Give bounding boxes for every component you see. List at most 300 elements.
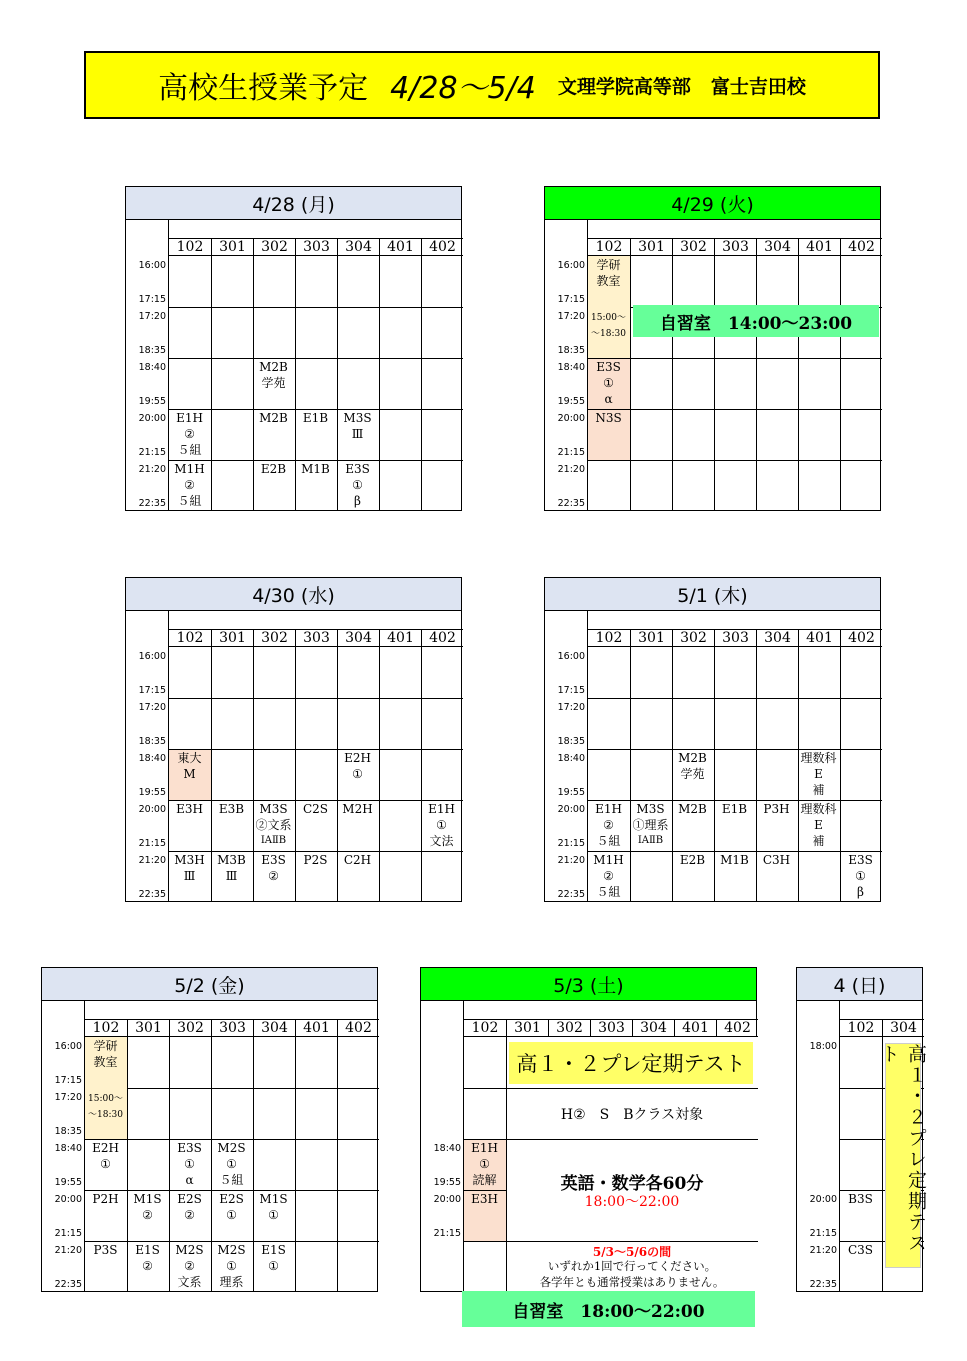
class-cell[interactable] xyxy=(337,750,378,782)
room-label: 102 xyxy=(176,239,204,255)
room-label: 102 xyxy=(176,630,204,646)
class-cell[interactable] xyxy=(253,359,294,391)
room-label: 303 xyxy=(714,630,756,646)
cell-line: P3S xyxy=(93,1243,118,1257)
time-label: 18:40 xyxy=(557,362,585,373)
class-cell[interactable] xyxy=(169,1191,210,1223)
cell-line: 学研 xyxy=(596,258,621,272)
room-header-row xyxy=(588,239,882,256)
test-note: いずれか1回で行ってください。 xyxy=(547,1259,717,1273)
cell-line: 文系 xyxy=(177,1275,202,1289)
class-cell[interactable] xyxy=(253,410,294,426)
cell-line: 理数科 xyxy=(800,751,837,765)
test-divider xyxy=(506,1139,758,1140)
room-label: 102 xyxy=(595,239,623,255)
cell-line: E2H xyxy=(344,751,371,765)
room-label: 302 xyxy=(548,1020,590,1036)
campus-name: 富士吉田校 xyxy=(710,75,806,98)
class-cell[interactable] xyxy=(798,801,839,849)
study-room-band: 自習室 14:00～23:00 xyxy=(633,305,879,337)
room-header-row xyxy=(85,1020,379,1037)
class-cell[interactable] xyxy=(211,1140,252,1188)
room-label: 301 xyxy=(630,630,672,646)
cell-line: ⅠAⅡB xyxy=(260,835,287,846)
class-cell[interactable] xyxy=(253,461,294,477)
grid-hline xyxy=(588,698,882,699)
page-title: 高校生授業予定 xyxy=(158,71,369,106)
class-cell[interactable] xyxy=(798,750,839,798)
room-label: 301 xyxy=(127,1020,169,1036)
class-cell[interactable] xyxy=(211,1191,252,1223)
cell-line: M2S xyxy=(217,1243,246,1257)
room-header-row xyxy=(840,1020,924,1037)
cell-line: β xyxy=(354,494,361,508)
cell-line: 東大 xyxy=(177,751,202,765)
time-label: 19:55 xyxy=(138,787,166,798)
cell-line: E3S xyxy=(345,462,370,476)
grid-hline xyxy=(588,358,882,359)
room-label: 402 xyxy=(421,630,463,646)
date-range: 4/28～5/4 xyxy=(390,71,536,106)
cell-line: ② xyxy=(142,1208,153,1222)
cell-line: E1H xyxy=(471,1141,498,1155)
cell-line: 教室 xyxy=(596,274,621,288)
class-cell[interactable] xyxy=(169,801,210,817)
class-cell[interactable] xyxy=(337,410,378,442)
room-label: 401 xyxy=(798,630,840,646)
grid-hline xyxy=(169,358,463,359)
cell-line: 15:00～ xyxy=(88,1094,123,1104)
cell-line: C2H xyxy=(343,853,372,867)
time-label: 21:15 xyxy=(433,1228,461,1239)
time-label: 18:40 xyxy=(138,362,166,373)
class-cell[interactable] xyxy=(169,852,210,884)
room-label: 301 xyxy=(630,239,672,255)
cell-line: Ⅲ xyxy=(225,869,238,883)
cell-line: ① xyxy=(352,478,363,492)
cell-line: 補 xyxy=(812,783,825,797)
cell-line: ５組 xyxy=(177,443,202,457)
cell-line: ① xyxy=(226,1157,237,1171)
study-room-band: 自習室 18:00～22:00 xyxy=(462,1291,755,1327)
grid-hline xyxy=(588,409,882,410)
time-label: 22:35 xyxy=(138,498,166,509)
cell-line: E2S xyxy=(177,1192,202,1206)
cell-line: 教室 xyxy=(93,1055,118,1069)
time-label: 21:20 xyxy=(138,464,166,475)
room-label: 402 xyxy=(716,1020,758,1036)
header-strip xyxy=(840,1001,924,1020)
room-label: 401 xyxy=(674,1020,716,1036)
schedule-grid xyxy=(840,1037,927,1292)
schedule-grid xyxy=(588,256,882,511)
grid-vline xyxy=(379,647,380,902)
room-label: 304 xyxy=(756,630,798,646)
header-strip xyxy=(169,220,463,239)
grid-vline xyxy=(379,256,380,511)
cell-line: α xyxy=(185,1173,194,1187)
class-cell[interactable] xyxy=(295,410,336,426)
grid-vline xyxy=(295,1037,296,1292)
test-divider xyxy=(506,1088,758,1089)
grid-hline xyxy=(169,698,463,699)
class-cell[interactable] xyxy=(714,801,755,817)
class-cell[interactable] xyxy=(840,852,881,900)
cell-line: ② xyxy=(184,427,195,441)
room-header-row xyxy=(464,1020,758,1037)
cell-line: E1S xyxy=(135,1243,160,1257)
room-label: 301 xyxy=(506,1020,548,1036)
cell-line: ① xyxy=(184,1157,195,1171)
cell-line: N3S xyxy=(595,411,622,425)
time-label: 20:00 xyxy=(809,1194,837,1205)
cell-line: 理数科 xyxy=(800,802,837,816)
test-target: H② S Bクラス対象 xyxy=(560,1107,704,1123)
cell-line: ② xyxy=(184,1208,195,1222)
class-cell[interactable] xyxy=(672,852,713,868)
time-label: 18:40 xyxy=(54,1143,82,1154)
cell-line: 読解 xyxy=(472,1173,497,1187)
time-label: 21:20 xyxy=(557,855,585,866)
cell-line: E xyxy=(814,767,823,781)
room-label: 304 xyxy=(632,1020,674,1036)
cell-line: M2B xyxy=(678,751,707,765)
cell-line: E xyxy=(814,818,823,832)
cell-line: E3S xyxy=(848,853,873,867)
cell-line: 学苑 xyxy=(680,767,705,781)
class-cell[interactable] xyxy=(253,852,294,884)
test-title: 高１・２プレ定期テスト xyxy=(516,1052,746,1076)
time-label: 18:40 xyxy=(557,753,585,764)
day-panel-d0502 xyxy=(41,967,378,1292)
cell-line: 補 xyxy=(812,834,825,848)
header-strip xyxy=(85,1001,379,1020)
grid-vline xyxy=(716,1020,717,1037)
room-label: 401 xyxy=(379,239,421,255)
cell-line: M1B xyxy=(301,462,330,476)
class-cell[interactable] xyxy=(337,461,378,509)
time-label: 21:20 xyxy=(138,855,166,866)
school-name: 文理学院高等部 xyxy=(557,75,691,98)
cell-line: ① xyxy=(479,1157,490,1171)
time-label: 17:15 xyxy=(557,294,585,305)
time-label: 18:35 xyxy=(138,345,166,356)
class-cell[interactable] xyxy=(630,801,671,849)
cell-line: ②文系 xyxy=(255,818,292,832)
room-label: 401 xyxy=(379,630,421,646)
time-label: 18:35 xyxy=(557,345,585,356)
class-cell[interactable] xyxy=(85,1191,126,1207)
grid-hline xyxy=(588,460,882,461)
room-label: 301 xyxy=(211,239,253,255)
time-label: 21:15 xyxy=(54,1228,82,1239)
time-label: 17:20 xyxy=(557,702,585,713)
class-cell[interactable] xyxy=(211,852,252,884)
cell-line: ① xyxy=(855,869,866,883)
time-label: 16:00 xyxy=(557,651,585,662)
class-cell[interactable] xyxy=(127,1242,168,1274)
day-panel-d0429 xyxy=(544,186,881,511)
class-cell[interactable] xyxy=(295,461,336,477)
test-time: 18:00～22:00 xyxy=(584,1194,680,1210)
time-label: 18:35 xyxy=(557,736,585,747)
cell-line: E1B xyxy=(302,411,329,425)
grid-hline xyxy=(169,749,463,750)
class-cell[interactable] xyxy=(85,1140,126,1172)
cell-line: M3H xyxy=(174,853,205,867)
grid-vline xyxy=(590,1020,591,1037)
class-cell[interactable] xyxy=(672,801,713,817)
time-label: 17:15 xyxy=(557,685,585,696)
class-cell[interactable] xyxy=(588,410,629,426)
cell-line: E1S xyxy=(261,1243,286,1257)
cell-line: E3S xyxy=(177,1141,202,1155)
time-label: 21:15 xyxy=(809,1228,837,1239)
cell-line: C3S xyxy=(847,1243,874,1257)
class-cell[interactable] xyxy=(85,1242,126,1258)
room-label: 402 xyxy=(840,239,882,255)
schedule-grid xyxy=(169,256,463,511)
day-panel-d0501 xyxy=(544,577,881,902)
test-banner-text: 高１・２プレ定期テスト xyxy=(878,1044,927,1254)
grid-vline xyxy=(840,256,841,511)
grid-vline xyxy=(714,256,715,511)
room-label: 304 xyxy=(337,239,379,255)
cell-line: ① xyxy=(603,376,614,390)
grid-vline xyxy=(421,647,422,902)
cell-line: E3H xyxy=(176,802,203,816)
class-cell[interactable] xyxy=(588,359,629,407)
class-cell[interactable] xyxy=(588,801,629,849)
class-cell[interactable] xyxy=(253,1191,294,1223)
time-label: 22:35 xyxy=(557,889,585,900)
cell-line: ② xyxy=(603,818,614,832)
cell-line: E1H xyxy=(428,802,455,816)
test-divider xyxy=(506,1241,758,1242)
time-label: 17:15 xyxy=(138,294,166,305)
cell-line: M1B xyxy=(720,853,749,867)
time-label: 19:55 xyxy=(54,1177,82,1188)
time-label: 18:40 xyxy=(433,1143,461,1154)
cell-line: ① xyxy=(436,818,447,832)
room-label: 402 xyxy=(421,239,463,255)
cell-line: M1S xyxy=(133,1192,162,1206)
time-label: 18:40 xyxy=(138,753,166,764)
cell-line: ５組 xyxy=(219,1173,244,1187)
room-label: 102 xyxy=(595,630,623,646)
test-banner xyxy=(878,1043,927,1268)
time-label: 20:00 xyxy=(433,1194,461,1205)
grid-vline xyxy=(630,256,631,511)
class-cell[interactable] xyxy=(295,801,336,817)
gakken-label xyxy=(588,257,629,289)
cell-line: B3S xyxy=(848,1192,873,1206)
cell-line: M2S xyxy=(175,1243,204,1257)
cell-line: ～18:30 xyxy=(591,329,626,339)
room-label: 304 xyxy=(756,239,798,255)
room-label: 302 xyxy=(672,239,714,255)
class-cell[interactable] xyxy=(169,461,210,509)
cell-line: M2H xyxy=(342,802,373,816)
day-panel-d0503 xyxy=(420,967,757,1292)
time-label: 21:15 xyxy=(138,447,166,458)
class-cell[interactable] xyxy=(337,852,378,868)
room-header-row xyxy=(169,630,463,647)
time-label: 17:20 xyxy=(54,1092,82,1103)
time-label: 21:20 xyxy=(557,464,585,475)
time-label: 19:55 xyxy=(433,1177,461,1188)
time-label: 22:35 xyxy=(54,1279,82,1290)
time-label: 19:55 xyxy=(557,787,585,798)
room-header-row xyxy=(169,239,463,256)
cell-line: E1H xyxy=(176,411,203,425)
cell-line: ② xyxy=(184,478,195,492)
cell-line: C2S xyxy=(302,802,329,816)
gakken-time xyxy=(588,310,629,342)
class-cell[interactable] xyxy=(840,1191,881,1207)
room-label: 402 xyxy=(337,1020,379,1036)
room-label: 401 xyxy=(295,1020,337,1036)
header-strip xyxy=(169,611,463,630)
grid-vline xyxy=(506,1020,507,1037)
cell-line: M1H xyxy=(593,853,624,867)
cell-line: ①理系 xyxy=(632,818,669,832)
cell-line: Ⅲ xyxy=(183,869,196,883)
room-label: 304 xyxy=(337,630,379,646)
cell-line: P3H xyxy=(763,802,790,816)
day-header: 4/28 (月) xyxy=(126,187,461,220)
grid-vline xyxy=(421,256,422,511)
room-label: 304 xyxy=(253,1020,295,1036)
class-cell[interactable] xyxy=(421,801,462,849)
class-cell[interactable] xyxy=(672,750,713,782)
time-label: 22:35 xyxy=(138,889,166,900)
cell-line: ① xyxy=(226,1259,237,1273)
class-cell[interactable] xyxy=(253,1242,294,1274)
time-label: 20:00 xyxy=(557,804,585,815)
class-cell[interactable] xyxy=(464,1191,505,1207)
day-header: 5/2 (金) xyxy=(42,968,377,1001)
test-period: 5/3～5/6の間 xyxy=(592,1245,672,1259)
cell-line: M2B xyxy=(678,802,707,816)
class-cell[interactable] xyxy=(211,801,252,817)
room-label: 402 xyxy=(840,630,882,646)
grid-vline xyxy=(756,256,757,511)
time-label: 16:00 xyxy=(138,651,166,662)
class-cell[interactable] xyxy=(337,801,378,817)
room-label: 302 xyxy=(672,630,714,646)
time-label: 17:20 xyxy=(138,311,166,322)
time-label: 22:35 xyxy=(557,498,585,509)
cell-line: M3S xyxy=(259,802,288,816)
cell-line: P2H xyxy=(92,1192,119,1206)
time-label: 16:00 xyxy=(557,260,585,271)
class-cell[interactable] xyxy=(169,1242,210,1290)
grid-vline xyxy=(211,256,212,511)
header-strip xyxy=(464,1001,758,1020)
class-cell[interactable] xyxy=(169,750,210,782)
time-label: 17:15 xyxy=(54,1075,82,1086)
room-label: 304 xyxy=(882,1020,924,1036)
schedule-grid xyxy=(464,1037,758,1292)
cell-line: Ⅲ xyxy=(351,427,364,441)
cell-line: ① xyxy=(268,1259,279,1273)
schedule-grid xyxy=(169,647,463,902)
room-label: 303 xyxy=(211,1020,253,1036)
room-label: 102 xyxy=(92,1020,120,1036)
cell-line: ② xyxy=(184,1259,195,1273)
cell-line: ② xyxy=(603,869,614,883)
room-label: 401 xyxy=(798,239,840,255)
class-cell[interactable] xyxy=(211,1242,252,1290)
grid-vline xyxy=(672,256,673,511)
room-label: 302 xyxy=(253,239,295,255)
cell-line: E3B xyxy=(218,802,245,816)
day-header: 5/3 (土) xyxy=(421,968,756,1001)
class-cell[interactable] xyxy=(169,1140,210,1188)
class-cell[interactable] xyxy=(169,410,210,458)
time-label: 21:15 xyxy=(557,838,585,849)
room-label: 303 xyxy=(295,630,337,646)
time-label: 17:15 xyxy=(138,685,166,696)
cell-line: 15:00～ xyxy=(591,313,626,323)
cell-line: E1B xyxy=(721,802,748,816)
class-cell[interactable] xyxy=(295,852,336,868)
cell-line: E1H xyxy=(595,802,622,816)
room-label: 102 xyxy=(847,1020,875,1036)
cell-line: 文法 xyxy=(429,834,454,848)
cell-line: M2B xyxy=(259,411,288,425)
cell-line: M xyxy=(183,767,196,781)
cell-line: ５組 xyxy=(177,494,202,508)
grid-vline xyxy=(674,1020,675,1037)
cell-line: ① xyxy=(268,1208,279,1222)
class-cell[interactable] xyxy=(588,852,629,900)
time-label: 18:00 xyxy=(809,1041,837,1052)
time-label: 22:35 xyxy=(809,1279,837,1290)
room-label: 302 xyxy=(169,1020,211,1036)
cell-line: E2B xyxy=(679,853,706,867)
header-strip xyxy=(588,611,882,630)
grid-vline xyxy=(798,256,799,511)
class-cell[interactable] xyxy=(253,801,294,849)
cell-line: M1H xyxy=(174,462,205,476)
time-label: 17:20 xyxy=(138,702,166,713)
cell-line: ① xyxy=(100,1157,111,1171)
class-cell[interactable] xyxy=(714,852,755,868)
cell-line: ５組 xyxy=(596,885,621,899)
time-label: 18:35 xyxy=(138,736,166,747)
cell-line: E2H xyxy=(92,1141,119,1155)
cell-line: ⅠAⅡB xyxy=(637,835,664,846)
cell-line: 学苑 xyxy=(261,376,286,390)
class-cell[interactable] xyxy=(756,801,797,817)
day-panel-d0504 xyxy=(796,967,927,1292)
class-cell[interactable] xyxy=(756,852,797,868)
class-cell[interactable] xyxy=(464,1140,505,1188)
grid-vline xyxy=(632,1020,633,1037)
cell-line: E3S xyxy=(596,360,621,374)
time-label: 17:20 xyxy=(557,311,585,322)
room-label: 303 xyxy=(714,239,756,255)
room-header-row xyxy=(588,630,882,647)
class-cell[interactable] xyxy=(127,1191,168,1223)
cell-line: M3S xyxy=(636,802,665,816)
gakken-time xyxy=(85,1091,126,1123)
room-label: 303 xyxy=(590,1020,632,1036)
class-cell[interactable] xyxy=(840,1242,881,1258)
time-label: 19:55 xyxy=(138,396,166,407)
